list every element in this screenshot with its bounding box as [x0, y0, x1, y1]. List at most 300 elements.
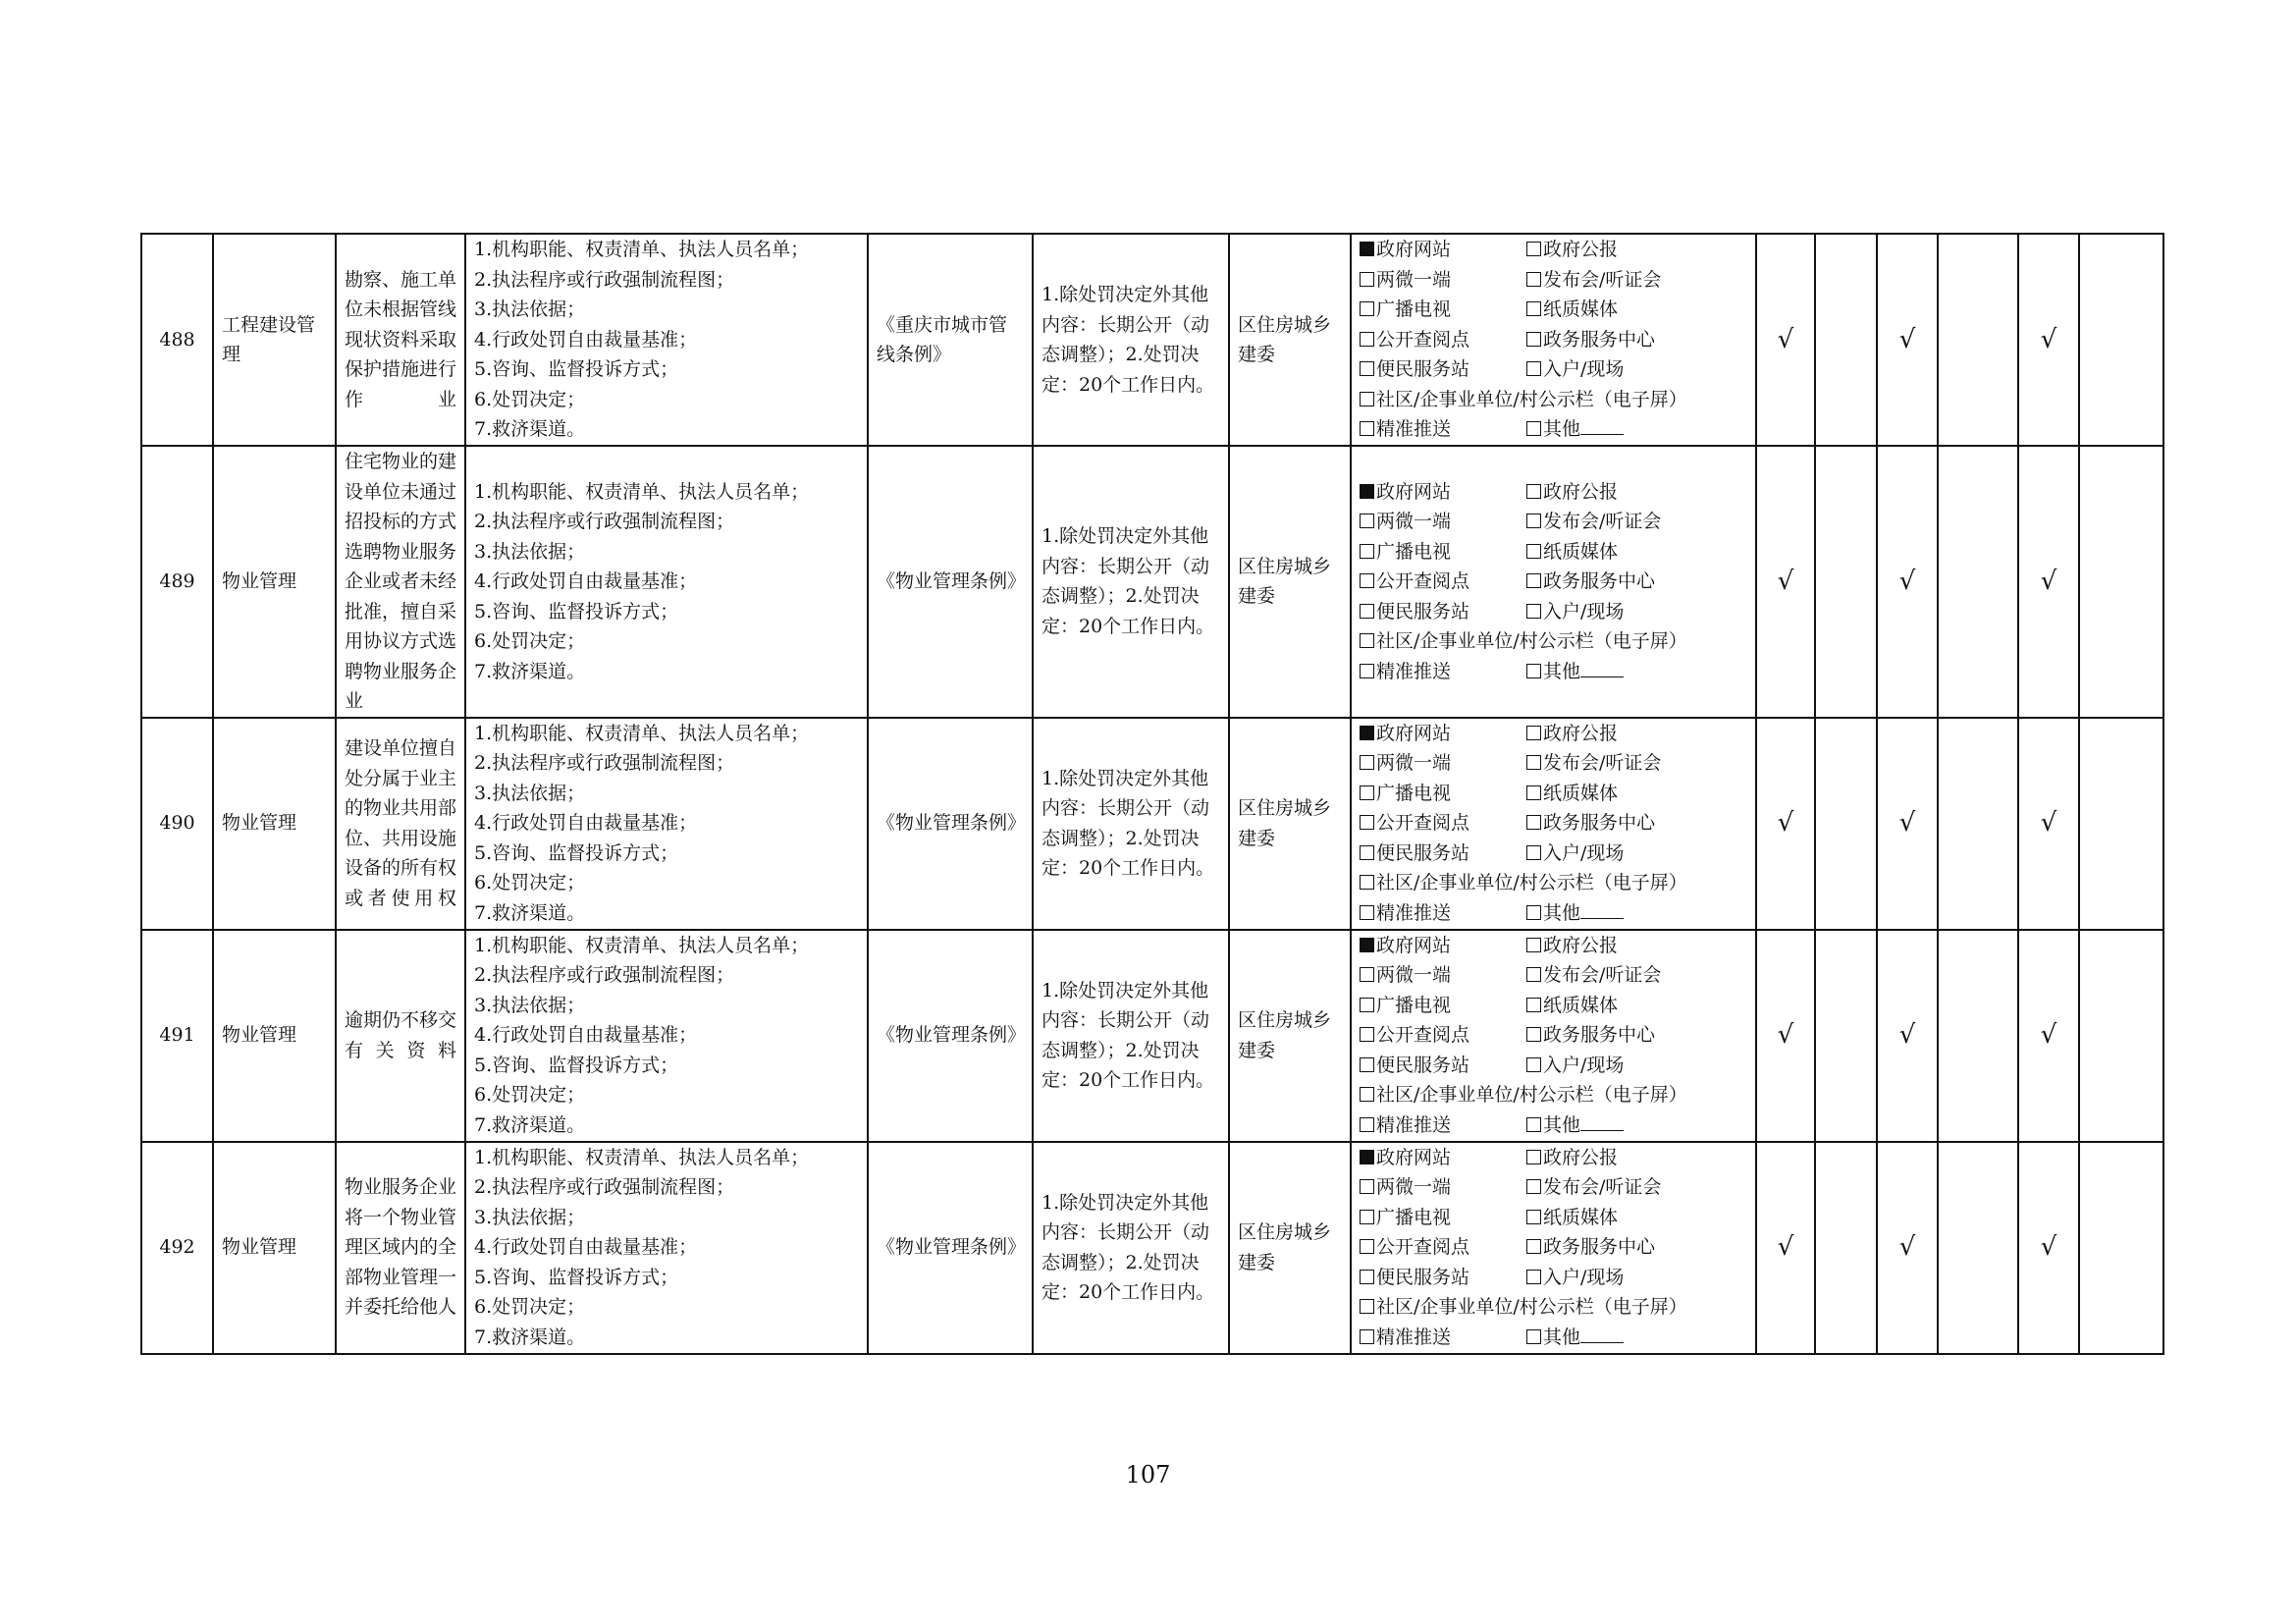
channel-label: 两微一端 [1376, 964, 1452, 986]
content-line: 3.执法依据； [474, 298, 586, 321]
channel-row [1360, 414, 1747, 445]
disclosure-content-cell [465, 1142, 868, 1354]
content-line: 5.咨询、监督投诉方式； [474, 358, 679, 381]
content-line: 4.行政处罚自由裁量基准； [474, 812, 698, 835]
category-cell: 工程建设管理 [213, 234, 336, 446]
channel-row [1360, 1110, 1747, 1141]
checkbox-icon [1360, 998, 1374, 1012]
channel-option [1526, 898, 1624, 929]
check-mark: √ [2018, 234, 2079, 446]
channel-label: 公开查阅点 [1376, 328, 1470, 351]
channel-label: 其他 [1543, 660, 1581, 682]
channel-option [1526, 295, 1618, 325]
channel-option [1526, 1051, 1624, 1081]
legal-basis-cell: 《重庆市城市管线条例》 [868, 234, 1033, 446]
channel-label: 社区/企事业单位/村公示栏（电子屏） [1376, 630, 1687, 652]
channel-label: 公开查阅点 [1376, 1236, 1470, 1258]
content-line: 2.执法程序或行政强制流程图； [474, 964, 735, 987]
content-line: 1.机构职能、权责清单、执法人员名单； [474, 934, 810, 956]
channel-label: 政府网站 [1376, 1146, 1452, 1168]
checkbox-icon [1526, 998, 1541, 1012]
checkbox-icon [1360, 573, 1374, 588]
checkbox-icon [1360, 845, 1374, 860]
channel-option [1526, 960, 1661, 991]
checkbox-icon [1360, 421, 1374, 436]
fill-in-blank [1580, 663, 1624, 677]
channel-label: 政府网站 [1376, 722, 1452, 744]
channel-option [1360, 839, 1526, 869]
channel-option [1526, 567, 1655, 597]
channel-row [1360, 537, 1747, 568]
checkbox-icon [1526, 938, 1541, 952]
empty-cell [2079, 1142, 2163, 1354]
disclosure-table [140, 233, 2164, 1355]
disclosure-content-cell [465, 930, 868, 1142]
disclosure-timing-cell: 1.除处罚决定外其他内容：长期公开（动态调整）；2.处罚决定：20个工作日内。 [1033, 718, 1229, 930]
channel-label: 纸质媒体 [1543, 782, 1619, 804]
content-line: 2.执法程序或行政强制流程图； [474, 1176, 735, 1199]
channel-label: 发布会/听证会 [1543, 511, 1662, 532]
channel-option [1360, 868, 1687, 898]
channel-row [1360, 1292, 1747, 1323]
channel-option [1360, 235, 1526, 265]
content-line: 6.处罚决定； [474, 872, 586, 894]
channel-row [1360, 235, 1747, 265]
content-line: 6.处罚决定； [474, 1084, 586, 1107]
channel-label: 入户/现场 [1543, 1266, 1625, 1288]
channel-option [1526, 808, 1655, 839]
channel-label: 发布会/听证会 [1543, 964, 1662, 986]
check-mark: √ [1877, 446, 1938, 718]
empty-cell [1938, 234, 2018, 446]
channel-option [1360, 325, 1526, 355]
row-number: 489 [141, 446, 213, 718]
checkbox-icon [1526, 484, 1541, 499]
channel-label: 社区/企事业单位/村公示栏（电子屏） [1376, 1296, 1687, 1318]
legal-basis-cell: 《物业管理条例》 [868, 446, 1033, 718]
channel-label: 发布会/听证会 [1543, 1176, 1662, 1198]
channel-label: 其他 [1543, 418, 1581, 440]
disclosure-channel-cell [1351, 1142, 1756, 1354]
disclosure-content-cell [465, 718, 868, 930]
content-line: 1.机构职能、权责清单、执法人员名单； [474, 239, 810, 261]
channel-label: 其他 [1543, 1326, 1581, 1348]
channel-label: 便民服务站 [1376, 1266, 1470, 1288]
channel-row [1360, 477, 1747, 508]
channel-label: 纸质媒体 [1543, 298, 1619, 320]
checkbox-icon [1526, 664, 1541, 678]
channel-label: 两微一端 [1376, 1176, 1452, 1198]
checkbox-icon [1526, 1179, 1541, 1194]
content-line: 6.处罚决定； [474, 1296, 586, 1319]
category-cell: 物业管理 [213, 446, 336, 718]
channel-label: 公开查阅点 [1376, 812, 1470, 834]
channel-label: 便民服务站 [1376, 600, 1470, 623]
channel-label: 广播电视 [1376, 1206, 1452, 1228]
channel-option [1360, 1020, 1526, 1051]
channel-option [1360, 1051, 1526, 1081]
content-line: 7.救济渠道。 [474, 660, 586, 682]
checkbox-icon [1360, 1057, 1374, 1072]
checkbox-icon [1526, 272, 1541, 287]
empty-cell [2079, 930, 2163, 1142]
content-line: 3.执法依据； [474, 782, 586, 804]
content-line: 2.执法程序或行政强制流程图； [474, 752, 735, 775]
channel-label: 政务服务中心 [1543, 1024, 1656, 1046]
channel-option [1360, 265, 1526, 296]
checkbox-icon [1526, 604, 1541, 619]
empty-cell [1815, 718, 1877, 930]
channel-option [1360, 1110, 1526, 1141]
channel-option [1526, 265, 1661, 296]
check-mark: √ [1877, 234, 1938, 446]
checkbox-icon [1360, 332, 1374, 347]
channel-label: 政府网站 [1376, 239, 1452, 260]
checked-checkbox-icon [1360, 484, 1374, 499]
empty-cell [1938, 718, 2018, 930]
row-number: 488 [141, 234, 213, 446]
disclosure-content-cell [465, 234, 868, 446]
channel-row [1360, 1020, 1747, 1051]
disclosure-subject-cell: 区住房城乡建委 [1229, 446, 1351, 718]
check-mark: √ [2018, 446, 2079, 718]
checkbox-icon [1360, 1179, 1374, 1194]
content-line: 3.执法依据； [474, 540, 586, 563]
content-line: 4.行政处罚自由裁量基准； [474, 570, 698, 592]
channel-row [1360, 808, 1747, 839]
violation-item-cell: 物业服务企业将一个物业管理区域内的全部物业管理一并委托给他人 [336, 1142, 465, 1354]
check-mark: √ [1756, 718, 1815, 930]
channel-row [1360, 719, 1747, 749]
channel-label: 发布会/听证会 [1543, 268, 1662, 291]
channel-label: 社区/企事业单位/村公示栏（电子屏） [1376, 1084, 1687, 1106]
content-line: 1.机构职能、权责清单、执法人员名单； [474, 480, 810, 503]
checkbox-icon [1360, 967, 1374, 982]
channel-option [1360, 1263, 1526, 1293]
legal-basis-cell: 《物业管理条例》 [868, 718, 1033, 930]
empty-cell [1938, 1142, 2018, 1354]
channel-option [1360, 931, 1526, 961]
checkbox-icon [1360, 392, 1374, 406]
checkbox-icon [1526, 845, 1541, 860]
channel-option [1526, 719, 1618, 749]
channel-option [1360, 1080, 1687, 1110]
empty-cell [2079, 234, 2163, 446]
checkbox-icon [1360, 875, 1374, 890]
content-line: 6.处罚决定； [474, 388, 586, 410]
checked-checkbox-icon [1360, 1150, 1374, 1164]
content-line: 5.咨询、监督投诉方式； [474, 600, 679, 623]
checkbox-icon [1360, 1239, 1374, 1254]
channel-row [1360, 868, 1747, 898]
channel-option [1360, 991, 1526, 1021]
channel-row [1360, 898, 1747, 929]
channel-row [1360, 991, 1747, 1021]
channel-label: 政府公报 [1543, 1146, 1619, 1168]
category-cell: 物业管理 [213, 718, 336, 930]
channel-row [1360, 1323, 1747, 1353]
channel-option [1526, 597, 1624, 627]
check-mark: √ [1877, 1142, 1938, 1354]
channel-option [1360, 477, 1526, 508]
check-mark: √ [1756, 446, 1815, 718]
channel-label: 社区/企事业单位/村公示栏（电子屏） [1376, 388, 1687, 410]
channel-option [1360, 719, 1526, 749]
fill-in-blank [1580, 1328, 1624, 1343]
channel-option [1526, 748, 1661, 779]
channel-label: 政府公报 [1543, 934, 1619, 956]
checkbox-icon [1526, 1270, 1541, 1284]
checkbox-icon [1526, 967, 1541, 982]
channel-option [1360, 1143, 1526, 1173]
empty-cell [2079, 446, 2163, 718]
channel-row [1360, 354, 1747, 385]
row-number: 491 [141, 930, 213, 1142]
channel-option [1360, 567, 1526, 597]
checkbox-icon [1526, 514, 1541, 528]
disclosure-channel-cell [1351, 930, 1756, 1142]
channel-row [1360, 1143, 1747, 1173]
checkbox-icon [1360, 361, 1374, 376]
channel-label: 入户/现场 [1543, 841, 1625, 864]
row-number: 492 [141, 1142, 213, 1354]
disclosure-content-cell [465, 446, 868, 718]
disclosure-channel-cell [1351, 446, 1756, 718]
channel-label: 政府公报 [1543, 480, 1619, 503]
channel-option [1360, 507, 1526, 537]
check-mark: √ [2018, 930, 2079, 1142]
channel-option [1526, 477, 1618, 508]
content-line: 2.执法程序或行政强制流程图； [474, 268, 735, 291]
violation-item-cell: 建设单位擅自处分属于业主的物业共用部位、共用设施设备的所有权或者使用权 [336, 718, 465, 930]
fill-in-blank [1580, 904, 1624, 919]
disclosure-timing-cell: 1.除处罚决定外其他内容：长期公开（动态调整）；2.处罚决定：20个工作日内。 [1033, 446, 1229, 718]
channel-row [1360, 626, 1747, 657]
content-line: 5.咨询、监督投诉方式； [474, 1054, 679, 1076]
content-line: 1.机构职能、权责清单、执法人员名单； [474, 1146, 810, 1168]
channel-option [1526, 235, 1618, 265]
channel-option [1360, 354, 1526, 385]
channel-option [1526, 1110, 1624, 1141]
checkbox-icon [1360, 1027, 1374, 1042]
check-mark: √ [1877, 930, 1938, 1142]
checkbox-icon [1360, 755, 1374, 770]
channel-row [1360, 748, 1747, 779]
check-mark: √ [1756, 1142, 1815, 1354]
empty-cell [1815, 446, 1877, 718]
content-line: 4.行政处罚自由裁量基准； [474, 328, 698, 351]
content-line: 7.救济渠道。 [474, 418, 586, 441]
checked-checkbox-icon [1360, 938, 1374, 952]
channel-option [1526, 1172, 1661, 1203]
channel-label: 政务服务中心 [1543, 812, 1656, 834]
channel-label: 精准推送 [1376, 660, 1452, 682]
disclosure-timing-cell: 1.除处罚决定外其他内容：长期公开（动态调整）；2.处罚决定：20个工作日内。 [1033, 930, 1229, 1142]
content-line: 5.咨询、监督投诉方式； [474, 841, 679, 864]
disclosure-channel-cell [1351, 718, 1756, 930]
channel-row [1360, 1051, 1747, 1081]
empty-cell [1815, 234, 1877, 446]
channel-row [1360, 385, 1747, 415]
disclosure-timing-cell: 1.除处罚决定外其他内容：长期公开（动态调整）；2.处罚决定：20个工作日内。 [1033, 234, 1229, 446]
legal-basis-cell: 《物业管理条例》 [868, 1142, 1033, 1354]
page-number: 107 [1125, 1461, 1171, 1489]
channel-label: 政府网站 [1376, 480, 1452, 503]
channel-label: 政务服务中心 [1543, 570, 1656, 592]
channel-label: 便民服务站 [1376, 1054, 1470, 1076]
channel-row [1360, 1232, 1747, 1263]
checkbox-icon [1526, 1150, 1541, 1164]
channel-label: 纸质媒体 [1543, 994, 1619, 1016]
channel-option [1360, 626, 1687, 657]
content-line: 6.处罚决定； [474, 630, 586, 652]
channel-row [1360, 1203, 1747, 1233]
channel-row [1360, 779, 1747, 809]
checkbox-icon [1360, 905, 1374, 920]
checkbox-icon [1526, 301, 1541, 316]
channel-label: 其他 [1543, 901, 1581, 924]
channel-row [1360, 931, 1747, 961]
channel-option [1360, 1292, 1687, 1323]
empty-cell [1815, 930, 1877, 1142]
channel-label: 便民服务站 [1376, 358, 1470, 380]
channel-label: 其他 [1543, 1113, 1581, 1136]
content-line: 4.行政处罚自由裁量基准； [474, 1024, 698, 1047]
channel-label: 两微一端 [1376, 511, 1452, 532]
violation-item-cell: 勘察、施工单位未根据管线现状资料采取保护措施进行作业 [336, 234, 465, 446]
checkbox-icon [1360, 544, 1374, 559]
channel-option [1526, 414, 1624, 445]
channel-option [1360, 1232, 1526, 1263]
channel-label: 精准推送 [1376, 1326, 1452, 1348]
channel-row [1360, 1263, 1747, 1293]
channel-option [1526, 537, 1618, 568]
channel-label: 公开查阅点 [1376, 1024, 1470, 1046]
disclosure-channel-cell [1351, 234, 1756, 446]
channel-row [1360, 1172, 1747, 1203]
channel-label: 政务服务中心 [1543, 328, 1656, 351]
checkbox-icon [1526, 242, 1541, 256]
checkbox-icon [1526, 1117, 1541, 1132]
channel-option [1526, 1020, 1655, 1051]
channel-option [1526, 839, 1624, 869]
channel-option [1526, 1232, 1655, 1263]
table-row [141, 1142, 2163, 1354]
channel-option [1360, 295, 1526, 325]
channel-option [1360, 808, 1526, 839]
channel-option [1360, 1203, 1526, 1233]
empty-cell [2079, 718, 2163, 930]
channel-option [1360, 414, 1526, 445]
checkbox-icon [1526, 573, 1541, 588]
channel-row [1360, 839, 1747, 869]
check-mark: √ [2018, 718, 2079, 930]
checkbox-icon [1360, 1270, 1374, 1284]
table-row [141, 446, 2163, 718]
content-line: 3.执法依据； [474, 1206, 586, 1228]
checkbox-icon [1526, 815, 1541, 830]
channel-option [1360, 960, 1526, 991]
checkbox-icon [1526, 361, 1541, 376]
channel-option [1360, 385, 1687, 415]
channel-option [1526, 507, 1661, 537]
channel-label: 广播电视 [1376, 540, 1452, 563]
content-line: 4.行政处罚自由裁量基准； [474, 1236, 698, 1259]
channel-label: 政府网站 [1376, 934, 1452, 956]
channel-label: 精准推送 [1376, 901, 1452, 924]
checkbox-icon [1526, 1057, 1541, 1072]
channel-label: 便民服务站 [1376, 841, 1470, 864]
channel-label: 社区/企事业单位/村公示栏（电子屏） [1376, 872, 1687, 893]
table-row [141, 718, 2163, 930]
channel-option [1526, 657, 1624, 687]
category-cell: 物业管理 [213, 1142, 336, 1354]
channel-option [1526, 1143, 1618, 1173]
checkbox-icon [1360, 633, 1374, 648]
channel-option [1360, 779, 1526, 809]
checkbox-icon [1360, 664, 1374, 678]
channel-option [1360, 597, 1526, 627]
table-row [141, 234, 2163, 446]
channel-label: 两微一端 [1376, 268, 1452, 291]
channel-option [1526, 779, 1618, 809]
channel-label: 两微一端 [1376, 752, 1452, 774]
channel-option [1360, 748, 1526, 779]
channel-label: 广播电视 [1376, 994, 1452, 1016]
channel-row [1360, 657, 1747, 687]
channel-option [1526, 325, 1655, 355]
checkbox-icon [1526, 1027, 1541, 1042]
checked-checkbox-icon [1360, 242, 1374, 256]
channel-row [1360, 265, 1747, 296]
channel-row [1360, 295, 1747, 325]
checkbox-icon [1360, 1329, 1374, 1344]
checkbox-icon [1360, 785, 1374, 800]
checkbox-icon [1526, 1210, 1541, 1224]
checkbox-icon [1360, 301, 1374, 316]
channel-option [1360, 898, 1526, 929]
violation-item-cell: 住宅物业的建设单位未通过招投标的方式选聘物业服务企业或者未经批准，擅自采用协议方式选聘物业服务企业 [336, 446, 465, 718]
checkbox-icon [1360, 815, 1374, 830]
channel-label: 精准推送 [1376, 418, 1452, 440]
channel-label: 广播电视 [1376, 782, 1452, 804]
empty-cell [1815, 1142, 1877, 1354]
channel-option [1526, 931, 1618, 961]
violation-item-cell: 逾期仍不移交有关资料 [336, 930, 465, 1142]
content-line: 7.救济渠道。 [474, 1113, 586, 1136]
fill-in-blank [1580, 420, 1624, 435]
disclosure-subject-cell: 区住房城乡建委 [1229, 718, 1351, 930]
content-line: 7.救济渠道。 [474, 901, 586, 924]
channel-label: 政府公报 [1543, 722, 1619, 744]
disclosure-subject-cell: 区住房城乡建委 [1229, 930, 1351, 1142]
channel-option [1360, 537, 1526, 568]
channel-label: 纸质媒体 [1543, 1206, 1619, 1228]
checkbox-icon [1526, 1329, 1541, 1344]
content-line: 7.救济渠道。 [474, 1326, 586, 1348]
channel-label: 发布会/听证会 [1543, 752, 1662, 774]
checkbox-icon [1360, 1210, 1374, 1224]
table-row [141, 930, 2163, 1142]
disclosure-subject-cell: 区住房城乡建委 [1229, 1142, 1351, 1354]
channel-option [1526, 354, 1624, 385]
check-mark: √ [1877, 718, 1938, 930]
checkbox-icon [1526, 421, 1541, 436]
channel-label: 精准推送 [1376, 1113, 1452, 1136]
channel-option [1360, 1323, 1526, 1353]
check-mark: √ [1756, 234, 1815, 446]
channel-option [1360, 1172, 1526, 1203]
